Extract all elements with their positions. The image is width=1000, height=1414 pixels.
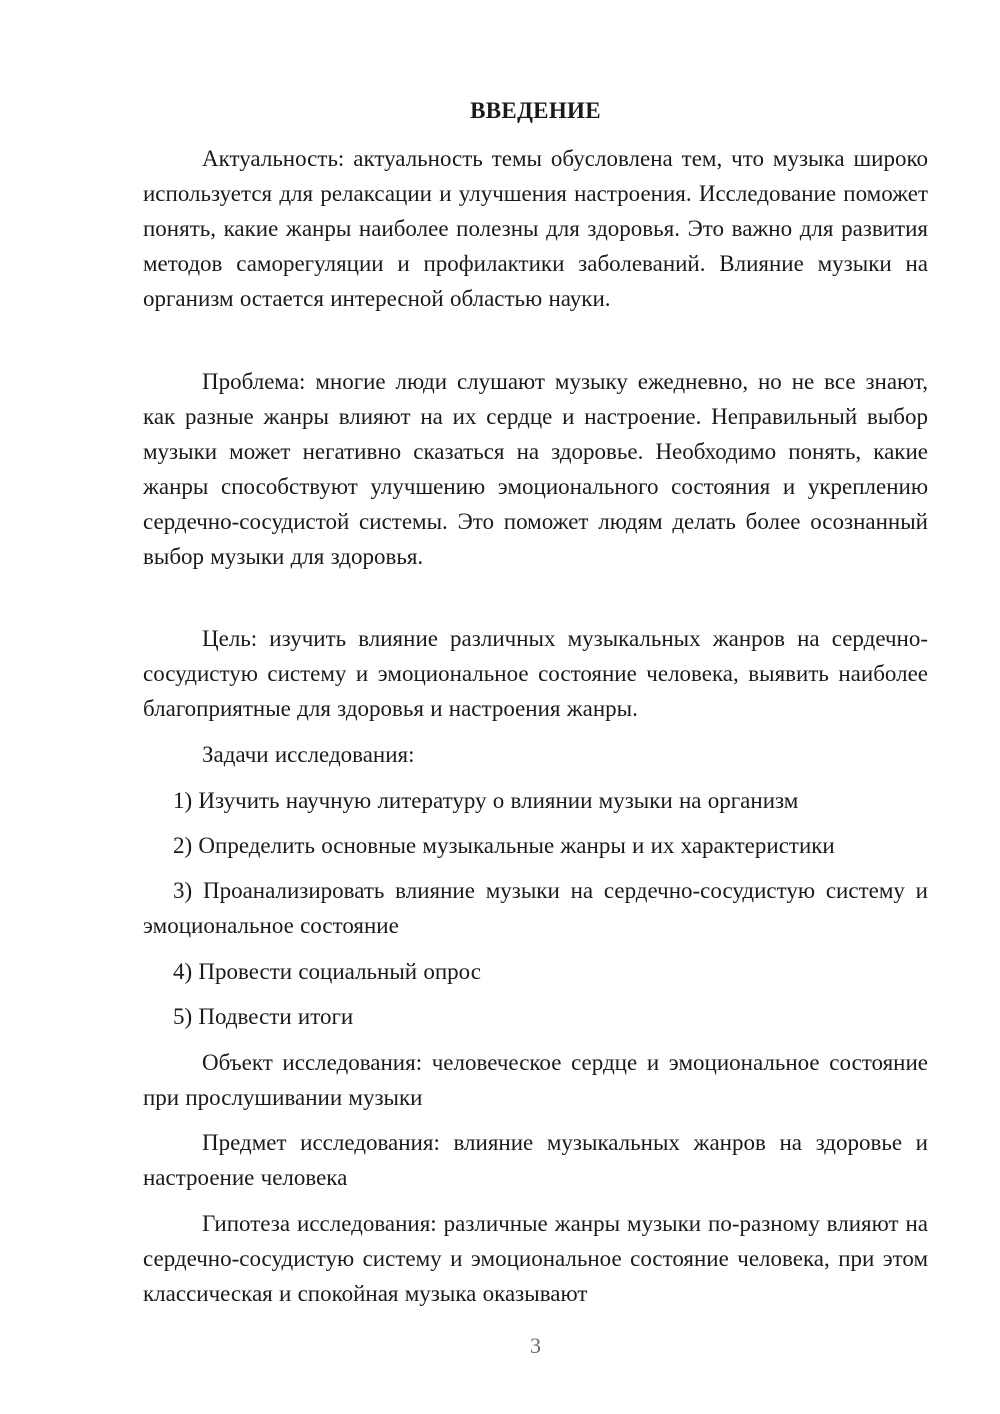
task-item-5: 5) Подвести итоги — [173, 1004, 354, 1029]
paragraph-tasks-title: Задачи исследования: — [202, 742, 415, 767]
document-page — [143, 0, 928, 1414]
paragraph-problem: Проблема: многие люди слушают музыку ежедневно, но не все знают, как разные жанры влияют на их сердце и настроение. Неправильный выбор музыки может негативно сказаться на здоровье. Необходимо понять, какие жанры способствуют улучшению эмоционального состояния и укреплению сердечно-сосудистой системы. Это поможет людям делать более осознанный выбор музыки для здоровья. — [143, 369, 928, 569]
paragraph-hypothesis: Гипотеза исследования: различные жанры музыки по-разному влияют на сердечно-сосудистую систему и эмоциональное состояние человека, при этом классическая и спокойная музыка оказывают — [143, 1211, 928, 1306]
task-item-4: 4) Провести социальный опрос — [173, 959, 481, 984]
page-number: 3 — [530, 1333, 541, 1358]
task-item-1: 1) Изучить научную литературу о влиянии музыки на организм — [173, 788, 799, 813]
paragraph-object: Объект исследования: человеческое сердце и эмоциональное состояние при прослушивании музыки — [143, 1050, 928, 1110]
task-item-3: 3) Проанализировать влияние музыки на сердечно-сосудистую систему и эмоциональное состояние — [143, 878, 928, 938]
task-item-2: 2) Определить основные музыкальные жанры и их характеристики — [173, 833, 835, 858]
paragraph-subject: Предмет исследования: влияние музыкальных жанров на здоровье и настроение человека — [143, 1130, 928, 1190]
paragraph-goal: Цель: изучить влияние различных музыкальных жанров на сердечно-сосудистую систему и эмоциональное состояние человека, выявить наиболее благоприятные для здоровья и настроения жанры. — [143, 626, 928, 721]
paragraph-relevance: Актуальность: актуальность темы обусловлена тем, что музыка широко используется для релаксации и улучшения настроения. Исследование поможет понять, какие жанры наиболее полезны для здоровья. Это важно для развития методов саморегуляции и профилактики заболеваний. Влияние музыки на организм остается интересной областью науки. — [143, 146, 928, 311]
section-heading: ВВЕДЕНИЕ — [470, 98, 601, 123]
